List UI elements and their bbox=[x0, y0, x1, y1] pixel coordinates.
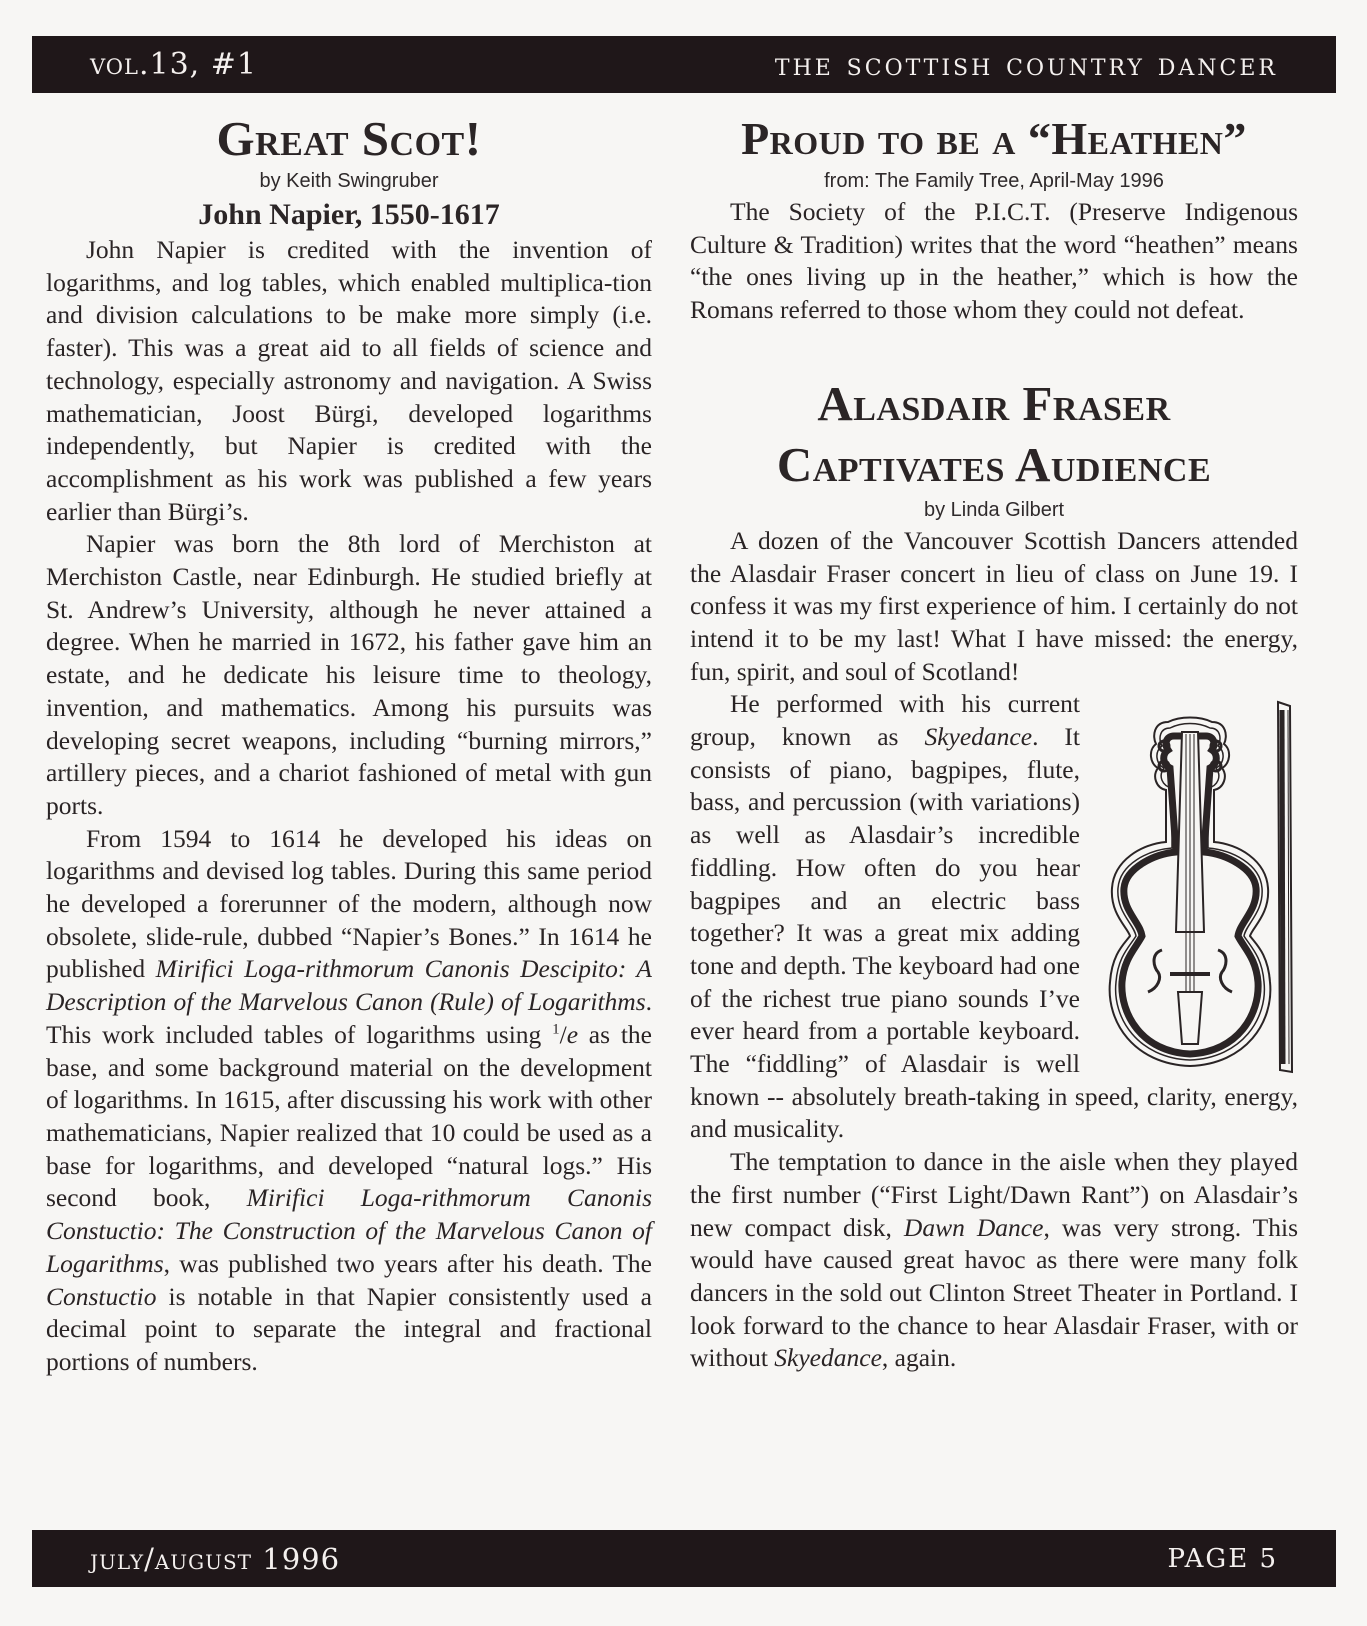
publication-title: the scottish country dancer bbox=[774, 46, 1278, 83]
article-title-heathen: Proud to be a “Heathen” bbox=[741, 113, 1247, 164]
book-short-title-constuctio: Constuctio bbox=[46, 1281, 157, 1311]
fraction-slash: / bbox=[559, 1019, 567, 1049]
text-run: . This work included tables of logarithms using bbox=[46, 987, 652, 1049]
fraction-denominator-e: e bbox=[566, 1019, 579, 1049]
title-line-2: Captivates Audience bbox=[776, 436, 1212, 492]
article-title-fraser bbox=[690, 373, 1298, 495]
fiddle-f-hole-left bbox=[1148, 950, 1162, 992]
bow-edge bbox=[1288, 710, 1289, 1064]
volume-number: vol.13, #1 bbox=[90, 47, 257, 82]
section-spacer bbox=[690, 327, 1298, 373]
bow-hair bbox=[1282, 710, 1283, 1064]
paragraph-napier-2: Napier was born the 8th lord of Merchiston at Merchiston Castle, near Edinburgh. He studied briefly at St. Andrew’s University, although he never attained a degree. When he married in 1672, his father gave him an estate, and he dedicate his leisure time to theology, invention, and mathematics. Among his pursuits was developing secret weapons, including “burning mirrors,” artillery pieces, and a chariot fashioned of metal with gun ports. bbox=[46, 529, 652, 820]
fiddle-tailpiece bbox=[1178, 992, 1202, 1044]
fraction-numerator: 1 bbox=[552, 1021, 560, 1038]
paragraph-napier-3 bbox=[46, 823, 652, 1379]
page-number: PAGE 5 bbox=[1167, 1543, 1278, 1574]
text-run: , was published two years after his death. The bbox=[163, 1248, 652, 1278]
text-run: is notable in that Napier consistently used a decimal point to separate the integral and fractional portions of numbers. bbox=[46, 1281, 652, 1376]
text-run: From 1594 to 1614 he developed his ideas on logarithms and devised log tables. During this same period he developed a forerunner of the modern, although now obsolete, slide-rule, dubbed “Napier’s Bones.” In 1614 he published bbox=[46, 823, 652, 984]
text-run: , again. bbox=[881, 1343, 957, 1373]
article-subtitle-john-napier: John Napier, 1550-1617 bbox=[198, 198, 500, 231]
byline-keith-swingruber: by Keith Swingruber bbox=[259, 170, 439, 192]
fiddle-f-hole-right bbox=[1218, 950, 1232, 992]
paragraph-fraser-3 bbox=[690, 1146, 1298, 1375]
article-title-great-scot: Great Scot! bbox=[216, 111, 482, 166]
text-run: . It consists of piano, bagpipes, flute, bass, and percussion (with variations) as well as Alasdair’s incredible fiddling. How often do you hear bagpipes and an electric bass together? It was a great mix adding tone and depth. The keyboard had one of the richest true piano sounds I’ve ever heard from a portable keyboard. The “fiddling” of Alasdair is well known -- absolutely breath-taking in speed, clarity, energy, and musicality. bbox=[690, 722, 1298, 1144]
book-title-constuctio: Mirifici Loga-rithmorum Canonis Constuctio: The Construction of the Marvelous Canon of Logarithms bbox=[46, 1183, 652, 1278]
byline-linda-gilbert: by Linda Gilbert bbox=[923, 498, 1065, 521]
album-title-dawn-dance: Dawn Dance bbox=[903, 1212, 1044, 1242]
issue-date: july/august 1996 bbox=[90, 1541, 341, 1576]
text-run: as the base, and some background material on the development of logarithms. In 1615, after discussing his work with other mathematicians, Napier realized that 10 could be used as a base for logarithms, and developed “natural logs.” His second book, bbox=[46, 1019, 652, 1213]
paragraph-napier-1: John Napier is credited with the invention of logarithms, and log tables, which enabled multiplica-tion and division calculations to be make more simply (i.e. faster). This was a great aid to all fields of science and technology, especially astronomy and navigation. A Swiss mathematician, Joost Bürgi, developed logarithms independently, but Napier is credited with the accomplishment as his work was published a few years earlier than Bürgi’s. bbox=[46, 235, 652, 526]
text-run: He performed with his current group, known as bbox=[690, 689, 1080, 752]
band-name-skyedance: Skyedance bbox=[924, 722, 1033, 752]
title-line-1: Alasdair Fraser bbox=[817, 375, 1171, 431]
paragraph-heathen: The Society of the P.I.C.T. (Preserve Indigenous Culture & Tradition) writes that the word “heathen” means “the ones living up in the heather,” which is how the Romans referred to those whom they could not defeat. bbox=[690, 197, 1298, 325]
book-title-descripito: Mirifici Loga-rithmorum Canonis Descipito: A Description of the Marvelous Canon (Rule) of Logarithms bbox=[46, 954, 652, 1017]
left-column bbox=[46, 112, 652, 1379]
fiddle-and-bow-icon bbox=[1094, 692, 1302, 1078]
paragraph-fraser-1: A dozen of the Vancouver Scottish Dancers attended the Alasdair Fraser concert in lieu of class on June 19. I confess it was my first experience of him. I certainly do not intend it to be my last! What I have missed: the energy, fun, spirit, and soul of Scotland! bbox=[690, 525, 1298, 686]
article-source-family-tree: from: The Family Tree, April-May 1996 bbox=[824, 170, 1164, 192]
band-name-skyedance: Skyedance bbox=[774, 1343, 882, 1373]
fiddle-and-bow-illustration bbox=[1094, 692, 1302, 1078]
text-run: The temptation to dance in the aisle when they played the first number (“First Light/Dawn Rant”) on Alasdair’s new compact disk, bbox=[690, 1147, 1298, 1242]
right-column bbox=[690, 112, 1298, 1375]
header-bar bbox=[32, 36, 1336, 93]
footer-bar bbox=[32, 1530, 1336, 1587]
text-run: , was very strong. This would have caused great havoc as there were many folk dancers in the sold out Clinton Street Theater in Portland. I look forward to the chance to hear Alasdair Fraser, with or without bbox=[690, 1212, 1298, 1373]
